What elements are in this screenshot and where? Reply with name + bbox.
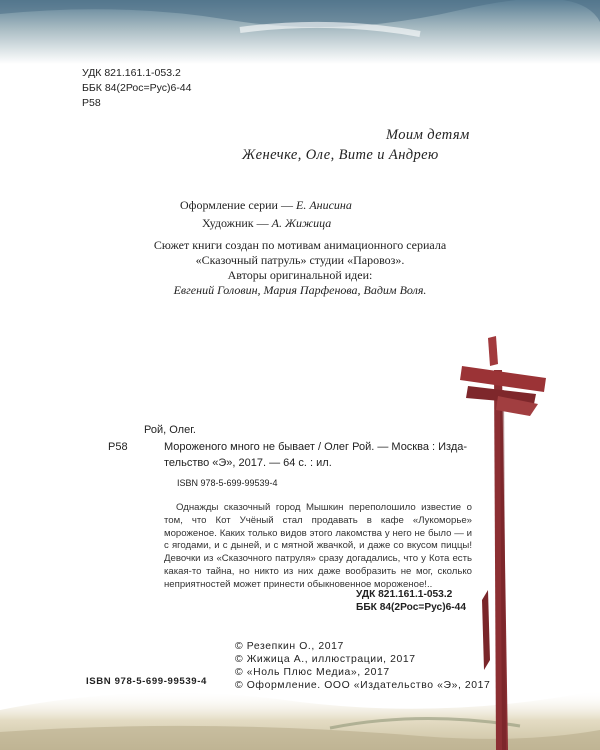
catalog-code: Р58 — [108, 441, 128, 453]
artist-label: Художник — — [202, 216, 269, 230]
source-note-line-1: Сюжет книги создан по мотивам анимационного сериала — [153, 238, 447, 252]
copyright-line: © Резепкин О., 2017 — [235, 641, 344, 652]
authors-label: Авторы оригинальной идеи: — [227, 268, 373, 282]
catalog-isbn: ISBN 978-5-699-99539-4 — [177, 478, 278, 488]
dedication-line-1: Моим детям — [386, 127, 470, 143]
series-design-credit — [180, 198, 352, 212]
book-annotation: Однажды сказочный город Мышкин переполошило известие о том, что Кот Учёный стал продавать в кафе «Лукоморье» мороженое. Каких только видов этого лакомства у него не было — и с ягодами, и с дыней, и с мятной жвачкой, и даже со вкусом пиццы! Девочки из «Сказочного патруля» сразу догадались, что у Кота есть какая-то тайна, но никто из них даже вообразить не мог, сколько неприятностей может принести обыкновенное мороженое!.. — [164, 502, 472, 590]
artist-credit — [202, 216, 331, 230]
dedication-line-2: Женечке, Оле, Вите и Андрею — [242, 147, 439, 163]
copyright-line: © Жижица А., иллюстрации, 2017 — [235, 654, 416, 665]
artist-name: А. Жижица — [271, 216, 332, 230]
series-design-label: Оформление серии — — [180, 198, 293, 212]
sky-illustration — [0, 0, 600, 64]
catalog-title-line-2: тельство «Э», 2017. — 64 с. : ил. — [164, 457, 332, 469]
catalog-bbk: ББК 84(2Рос=Рус)6-44 — [356, 602, 466, 613]
source-note — [0, 238, 600, 298]
catalog-title-line-1: Мороженого много не бывает / Олег Рой. — Москва : Изда- — [164, 441, 468, 453]
catalog-udk: УДК 821.161.1-053.2 — [356, 589, 453, 600]
copyright-line: © «Ноль Плюс Медиа», 2017 — [235, 667, 390, 678]
author-mark: Р58 — [82, 97, 101, 109]
authors-names: Евгений Головин, Мария Парфенова, Вадим Воля. — [173, 283, 427, 297]
source-note-line-2: «Сказочный патруль» студии «Паровоз». — [195, 253, 405, 267]
udk-code: УДК 821.161.1-053.2 — [82, 67, 181, 79]
isbn: ISBN 978-5-699-99539-4 — [86, 676, 207, 687]
series-design-name: Е. Анисина — [295, 198, 352, 212]
catalog-author: Рой, Олег. — [144, 424, 196, 436]
bbk-code: ББК 84(2Рос=Рус)6-44 — [82, 82, 192, 94]
copyright-line: © Оформление. ООО «Издательство «Э», 2017 — [235, 680, 491, 691]
